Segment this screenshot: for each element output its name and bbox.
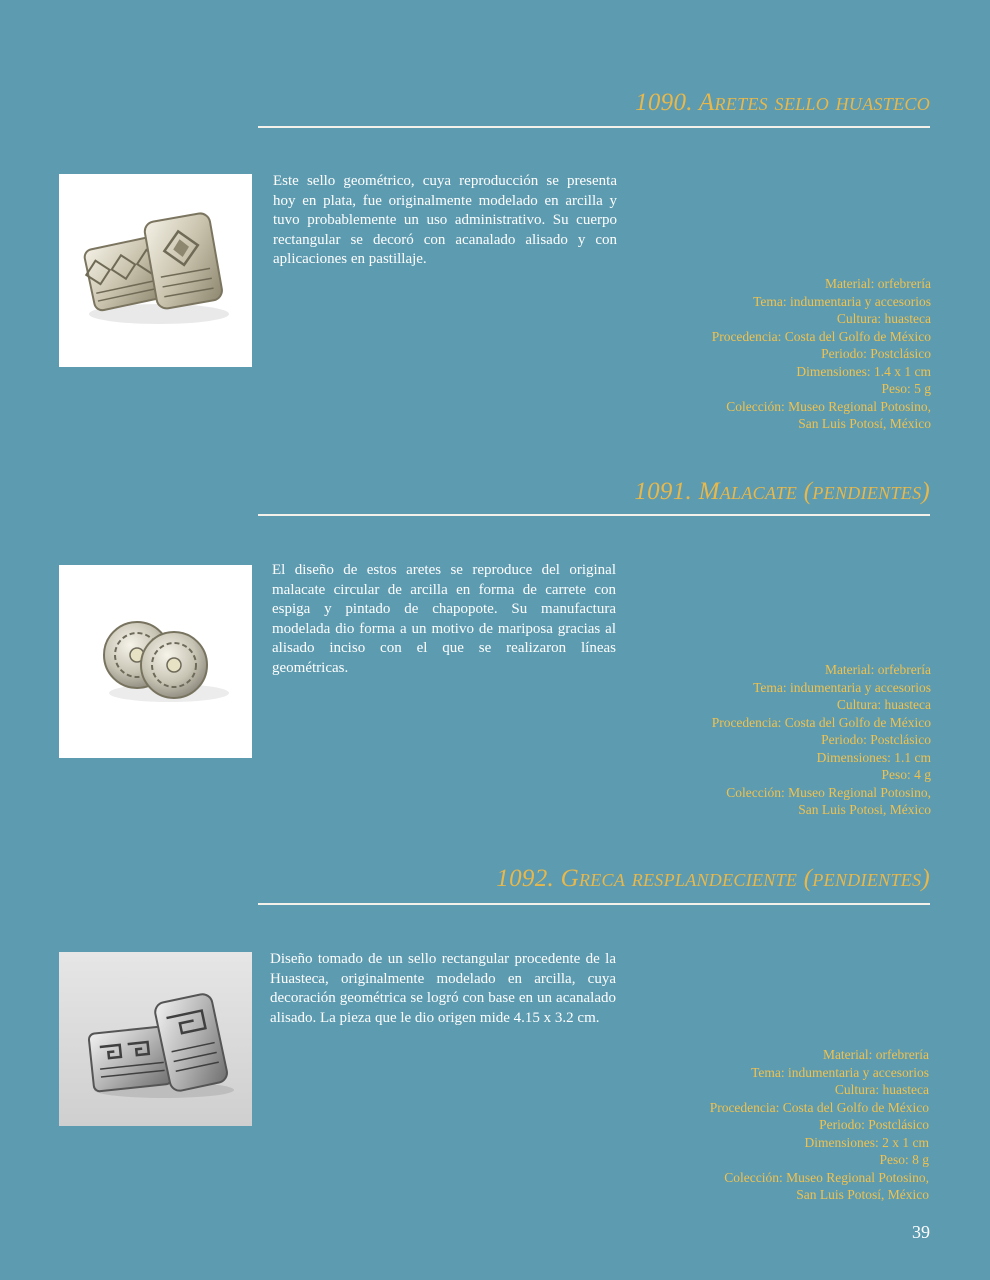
entry-title: 1090. Aretes sello huasteco xyxy=(635,89,930,116)
spec-periodo: Periodo: Postclásico xyxy=(819,1117,929,1132)
title-divider xyxy=(258,514,930,516)
entry-specs xyxy=(601,661,931,819)
spec-tema: Tema: indumentaria y accesorios xyxy=(753,293,931,309)
spec-coleccion-lugar: San Luis Potosí, México xyxy=(798,416,931,431)
spec-peso: Peso: 5 g xyxy=(881,381,931,396)
spec-dimensiones: Dimensiones: 1.4 x 1 cm xyxy=(796,363,931,379)
spec-cultura: Cultura: huasteca xyxy=(836,311,931,326)
title-divider xyxy=(258,126,930,128)
spec-peso: Peso: 4 g xyxy=(881,767,931,782)
entry-description: El diseño de estos aretes se reproduce del original malacate circular de arcilla en forma de carrete con espiga y pintado de chapopote. Su manufactura modelada dio forma a un motivo de mariposa gracias al alisado inciso con el que se realizaron líneas geométricas. xyxy=(272,562,616,676)
spec-procedencia: Procedencia: Costa del Golfo de México xyxy=(709,1099,929,1115)
spec-cultura: Cultura: huasteca xyxy=(834,1082,929,1097)
product-photo-earrings xyxy=(59,952,252,1126)
page-number: 39 xyxy=(912,1222,930,1242)
spec-cultura: Cultura: huasteca xyxy=(836,697,931,712)
spec-coleccion: Colección: Museo Regional Potosino, xyxy=(726,398,931,414)
spec-periodo: Periodo: Postclásico xyxy=(821,346,931,361)
spec-dimensiones: Dimensiones: 2 x 1 cm xyxy=(804,1134,929,1150)
product-photo-earrings xyxy=(59,174,252,367)
spec-periodo: Periodo: Postclásico xyxy=(821,732,931,747)
spec-coleccion: Colección: Museo Regional Potosino, xyxy=(726,784,931,800)
earring-photo-illustration xyxy=(59,565,252,758)
spec-peso: Peso: 8 g xyxy=(879,1152,929,1167)
spec-coleccion-lugar: San Luis Potosi, México xyxy=(798,802,931,817)
spec-tema: Tema: indumentaria y accesorios xyxy=(753,679,931,695)
spec-material: Material: orfebrería xyxy=(822,1047,929,1062)
earring-photo-illustration xyxy=(59,174,252,367)
spec-material: Material: orfebrería xyxy=(824,662,931,677)
entry-specs xyxy=(599,1046,929,1204)
spec-procedencia: Procedencia: Costa del Golfo de México xyxy=(711,328,931,344)
spec-procedencia: Procedencia: Costa del Golfo de México xyxy=(711,714,931,730)
spec-dimensiones: Dimensiones: 1.1 cm xyxy=(816,749,931,765)
entry-description: Diseño tomado de un sello rectangular procedente de la Huasteca, originalmente modelado en arcilla, cuya decoración geométrica se logró con base en un acanalado alisado. La pieza que le dio origen mide 4.15 x 3.2 cm. xyxy=(270,951,616,1026)
entry-specs xyxy=(601,275,931,433)
entry-title: 1092. Greca resplandeciente (pendientes) xyxy=(496,865,930,892)
title-divider xyxy=(258,903,930,905)
spec-coleccion: Colección: Museo Regional Potosino, xyxy=(724,1169,929,1185)
spec-tema: Tema: indumentaria y accesorios xyxy=(751,1064,929,1080)
earring-photo-illustration xyxy=(59,952,252,1126)
spec-coleccion-lugar: San Luis Potosí, México xyxy=(796,1187,929,1202)
spec-material: Material: orfebrería xyxy=(824,276,931,291)
product-photo-earrings xyxy=(59,565,252,758)
entry-description: Este sello geométrico, cuya reproducción se presenta hoy en plata, fue originalmente modelado en arcilla y tuvo probablemente un uso administrativo. Su cuerpo rectangular se decoró con acanalado alisado y con aplicaciones en pastillaje. xyxy=(273,173,617,267)
entry-title: 1091. Malacate (pendientes) xyxy=(634,478,930,505)
